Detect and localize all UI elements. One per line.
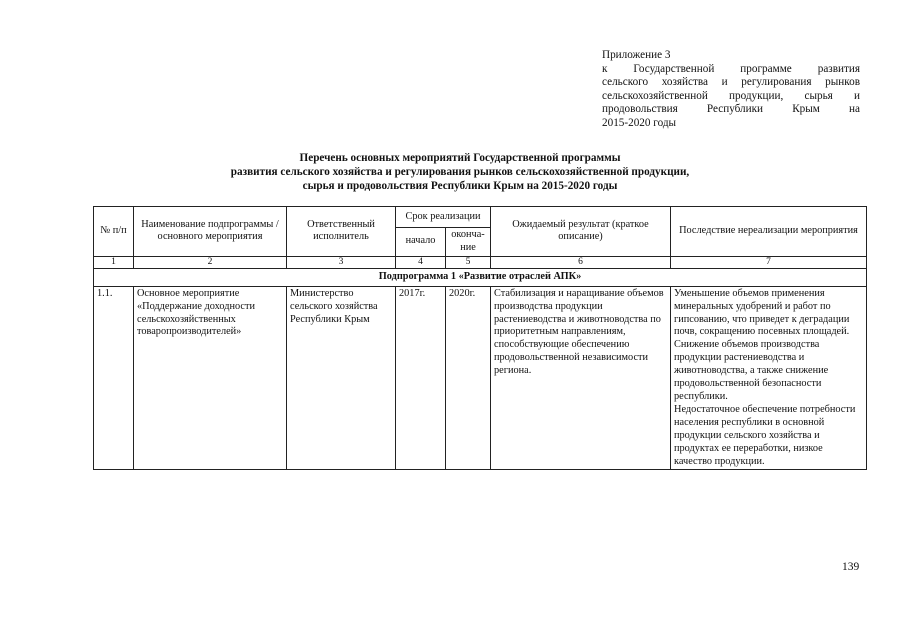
subprogram-row — [94, 268, 867, 286]
row-num: 1.1. — [94, 286, 134, 470]
header-end: оконча-ние — [446, 228, 491, 257]
appendix-line: продовольствия Республики Крым на — [602, 103, 860, 116]
header-result: Ожидаемый результат (краткое описание) — [491, 207, 671, 257]
appendix-line: 2015-2020 годы — [602, 116, 677, 129]
consequence-paragraph: Снижение объемов производства продукции растениеводства и животноводства, а также снижение продовольственной безопасности республики. — [674, 339, 829, 402]
page-number: 139 — [842, 561, 860, 573]
row-name: Основное мероприятие «Поддержание доходности сельскохозяйственных товаропроизводителей» — [134, 286, 287, 470]
table-row — [94, 286, 867, 470]
consequence-paragraph: Уменьшение объемов применения минеральных удобрений и работ по гипсованию, что приведет к деградации почв, сокращению посевных площадей. — [674, 287, 850, 338]
column-number: 7 — [671, 256, 867, 268]
title-line: Перечень основных мероприятий Государственной программы — [299, 152, 621, 164]
column-number: 2 — [134, 256, 287, 268]
appendix-line: Приложение 3 — [602, 49, 671, 61]
row-result: Стабилизация и наращивание объемов производства продукции растениеводства и животноводства по приоритетным направлениям, способствующие обеспечению продовольственной независимости региона. — [491, 286, 671, 470]
header-executor: Ответственный исполнитель — [287, 207, 396, 257]
appendix-line: к Государственной программе развития — [602, 62, 860, 75]
row-consequence — [671, 286, 867, 470]
consequence-paragraph: Недостаточное обеспечение потребности населения республики в основной продукции сельского хозяйства и продуктах ее переработки, низкое качество продукции. — [674, 403, 856, 467]
column-number: 1 — [94, 256, 134, 268]
appendix-line: сельскохозяйственной продукции, сырья и — [602, 89, 860, 102]
header-num: № п/п — [94, 207, 134, 257]
column-number: 3 — [287, 256, 396, 268]
measures-table — [93, 206, 867, 470]
title-line: сырья и продовольствия Республики Крым на 2015-2020 годы — [302, 180, 618, 192]
title-line: развития сельского хозяйства и регулирования рынков сельскохозяйственной продукции, — [230, 166, 690, 178]
row-end: 2020г. — [446, 286, 491, 470]
column-number-row — [94, 256, 867, 268]
header-term: Срок реализации — [396, 207, 491, 228]
appendix-line: сельского хозяйства и регулирования рынков — [602, 76, 860, 89]
header-name: Наименование подпрограммы / основного мероприятия — [134, 207, 287, 257]
subprogram-title: Подпрограмма 1 «Развитие отраслей АПК» — [94, 268, 867, 286]
header-start: начало — [396, 228, 446, 257]
column-number: 4 — [396, 256, 446, 268]
appendix-block — [602, 49, 860, 131]
row-start: 2017г. — [396, 286, 446, 470]
column-number: 6 — [491, 256, 671, 268]
document-title — [180, 151, 740, 193]
header-consequence: Последствие нереализации мероприятия — [671, 207, 867, 257]
row-executor: Министерство сельского хозяйства Республики Крым — [287, 286, 396, 470]
column-number: 5 — [446, 256, 491, 268]
